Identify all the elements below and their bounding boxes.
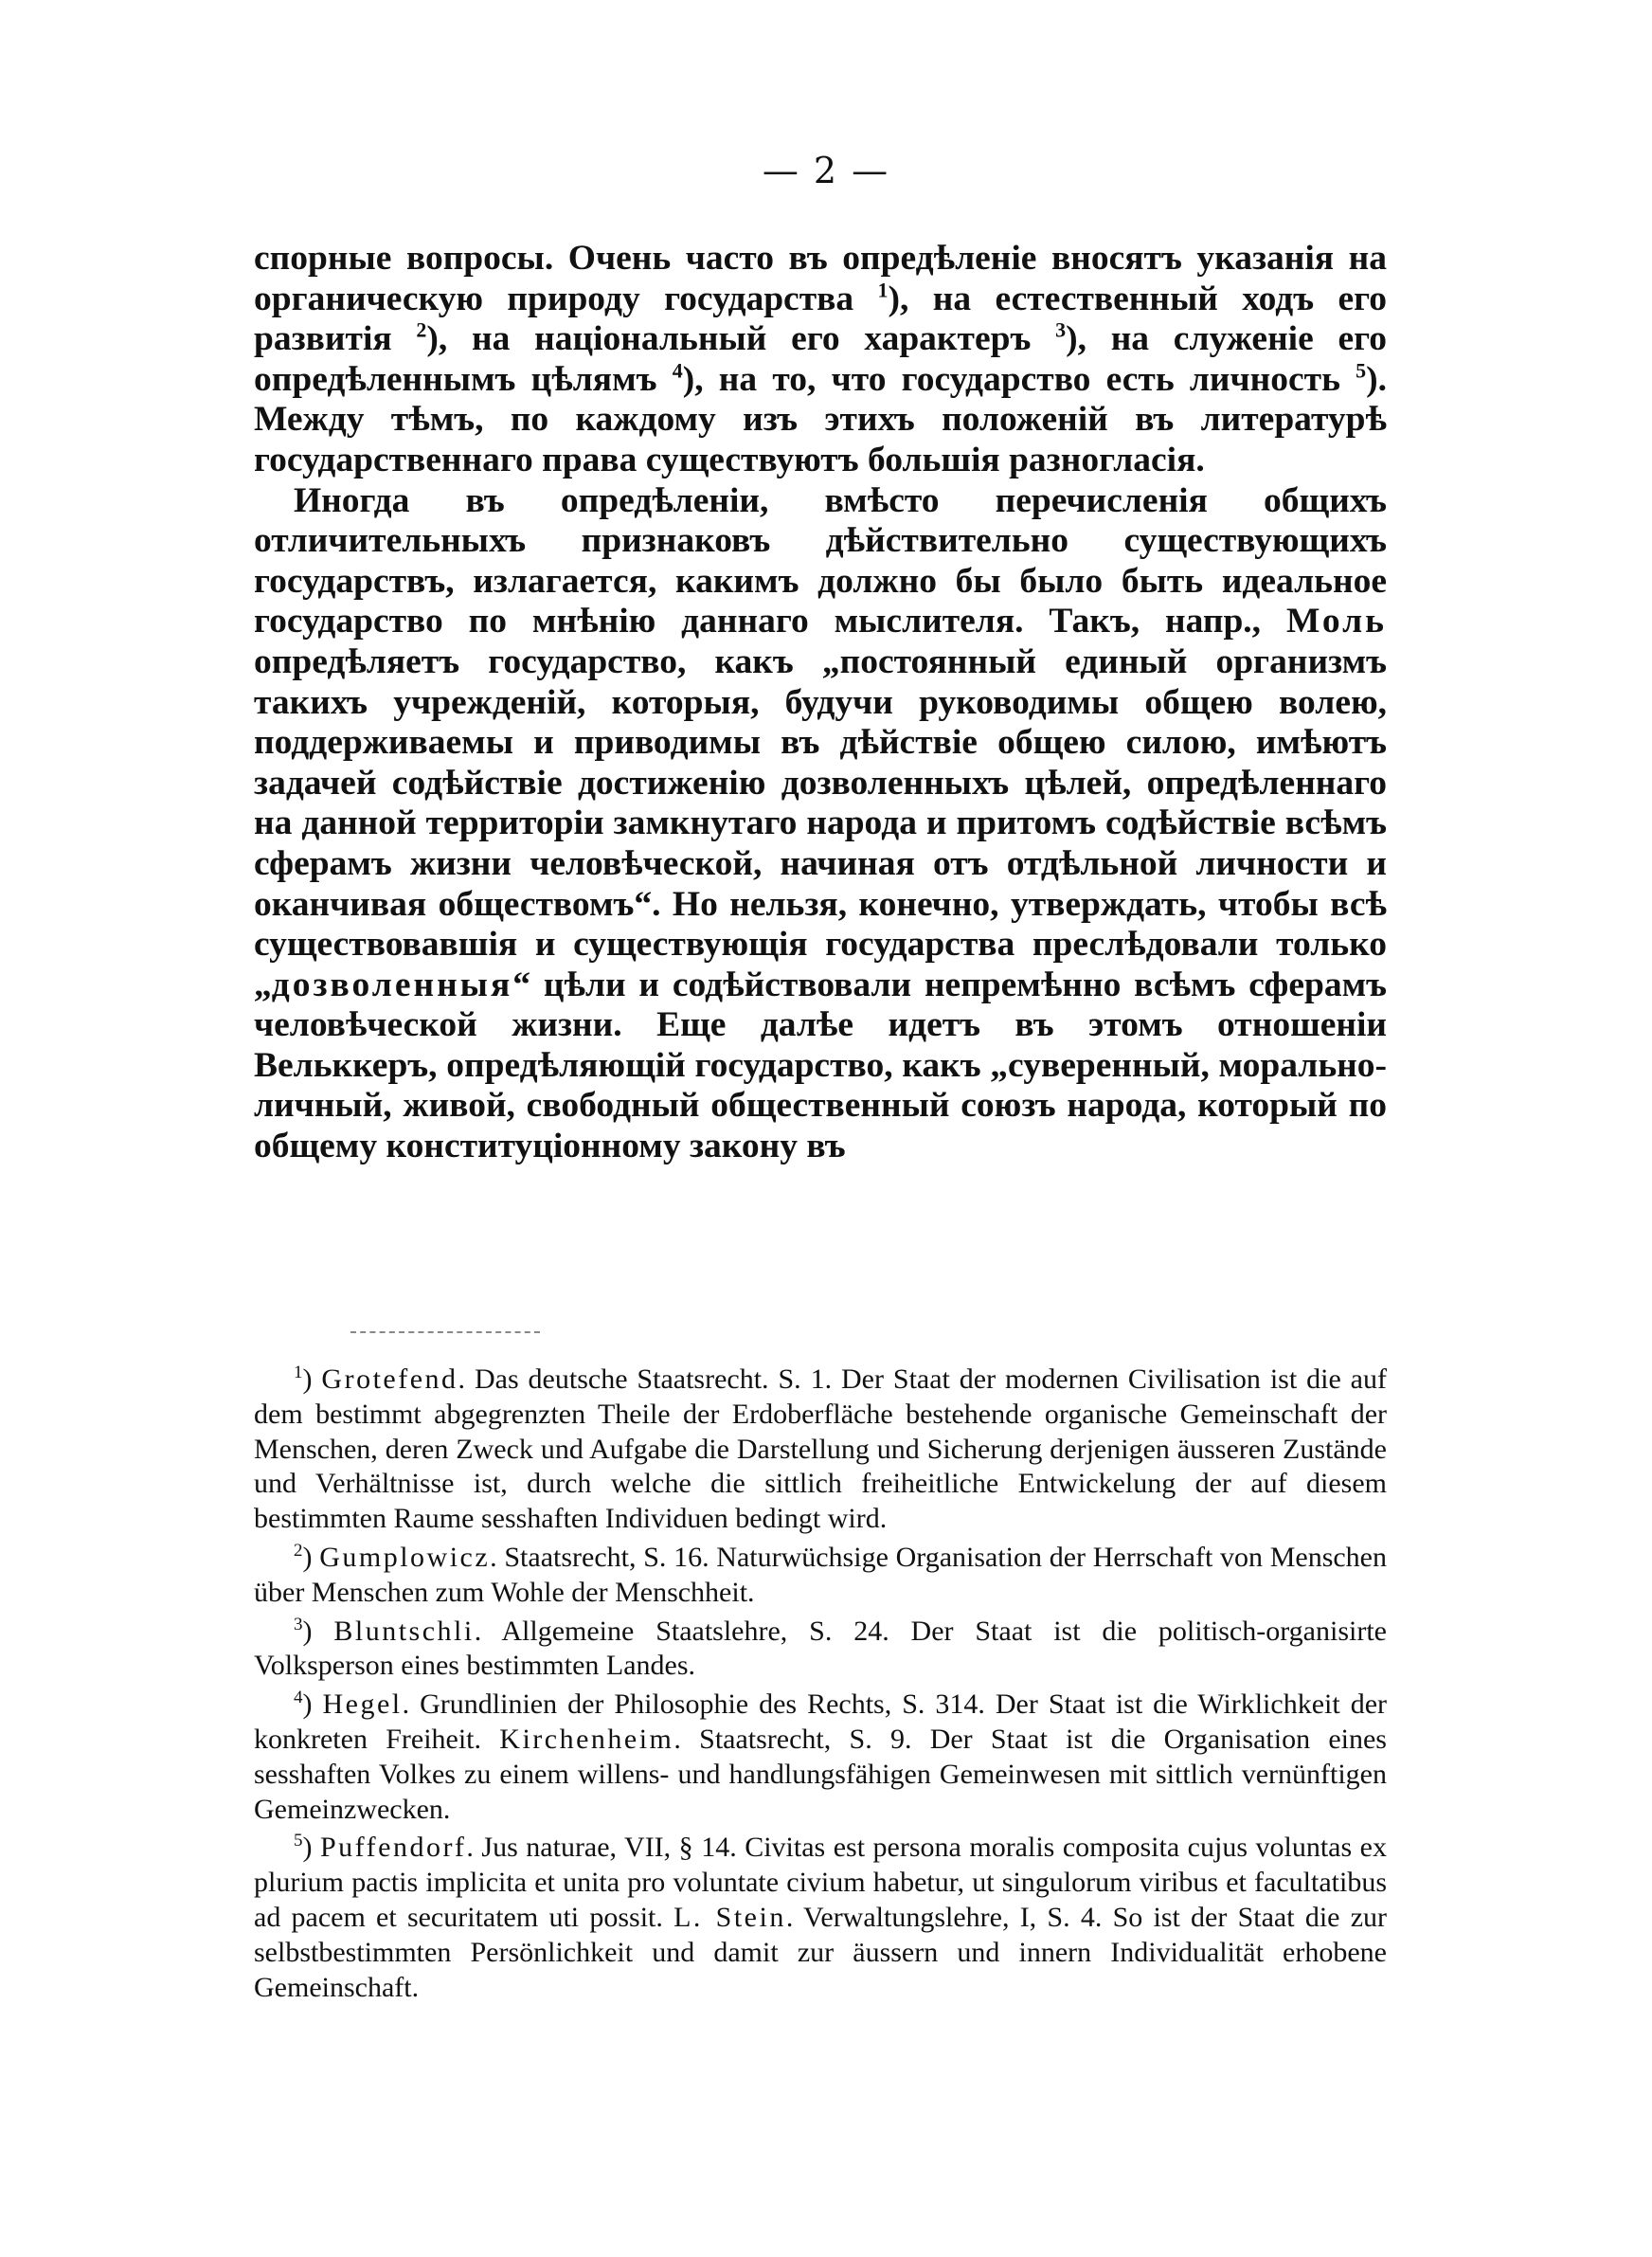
footnote-author: Grotefend [321,1363,458,1395]
footnote-ref-2: 2 [416,317,427,342]
paragraph-2-segment-3: “ цѣли и содѣйствовали непремѣнно всѣмъ сферамъ человѣческой жизни. Еще далѣе идетъ въ этомъ отношеніи Вельккеръ, опредѣляющій государство, какъ „суверенный, морально-личный, живой, свободный общественный союзъ народа, который по общему конституціонному закону въ [254,965,1387,1166]
author-name-mohl: Моль [1285,602,1387,641]
footnote-mark: 3 [294,1614,303,1634]
main-text [254,239,1387,1167]
paragraph-1-segment-1: спорные вопросы. Очень часто въ опредѣленіе вносятъ указанія на органическую природу государства [254,239,1387,318]
footnote-ref-1: 1 [877,278,889,302]
paragraph-1-segment-2: ), на естественный ходъ его развитія [254,279,1387,359]
footnote-author: Gumplowicz [319,1541,491,1573]
footnote-text: . Staatsrecht, S. 16. Naturwüchsige Organisation der Herrschaft von Menschen über Menschen zum Wohle der Menschheit. [254,1541,1388,1608]
footnote-1: $^1$) Grotefend. Das deutsche Staatsrecht. S. 1. Der Staat der modernen Civilisation ist die auf dem bestimmt abgegrenzten Theile der Erdoberfläche bestehende organische Gemeinschaft der Menschen, deren Zweck und Aufgabe die Darstellung und Sicherung derjenigen äusseren Zustände und Verhältnisse ist, durch welche die sittlich freiheitliche Entwickelung der auf diesem bestimmten Raume sesshaften Individuen bedingt wird. [254,1363,1387,1535]
footnote-5: $^5$) Puffendorf. Jus naturae, VII, § 14. Civitas est persona moralis composita cujus voluntas ex plurium pactis implicita et unita pro voluntate civium habetur, ut singulorum viribus et facultatibus ad pacem et securitatem uti possit. L. Stein. Verwaltungslehre, I, S. 4. So ist der Staat die zur selbstbestimmten Persönlichkeit und damit zur äussern und innern Individualität erhobene Gemeinschaft. [254,1831,1388,2003]
footnote-4: $^4$) Hegel. Grundlinien der Philosophie des Rechts, S. 314. Der Staat ist die Wirklichkeit der konkreten Freiheit. Kirchenheim. Staatsrecht, S. 9. Der Staat ist die Organisation eines sesshaften Volkes zu einem willens- und handlungsfähigen Gemeinwesen mit sittlich vernünftigen Gemeinzwecken. [254,1688,1387,1825]
footnote-text: . Grundlinien der Philosophie des Rechts, S. 314. Der Staat ist die Wirklichkeit der konkreten Freiheit. [254,1688,1387,1755]
footnote-divider [350,1331,540,1333]
paragraph-2 [254,481,1387,1167]
paragraph-2-segment-1: Иногда въ опредѣленіи, вмѣсто перечисленія общихъ отличительныхъ признаковъ дѣйствительно существующихъ государствъ, излагается, какимъ должно бы было быть идеальное государство по мнѣнію даннаго мыслителя. Такъ, напр., [254,480,1387,641]
footnote-text-2: . Staatsrecht, S. 9. Der Staat ist die Organisation eines sesshaften Volkes zu einem willens- und handlungsfähigen Gemeinwesen mit sittlich vernünftigen Gemeinzwecken. [254,1723,1387,1825]
footnote-ref-3: 3 [1055,317,1067,342]
footnote-text: . Das deutsche Staatsrecht. S. 1. Der Staat der modernen Civilisation ist die auf dem bestimmt abgegrenzten Theile der Erdoberfläche bestehende organische Gemeinschaft der Menschen, deren Zweck und Aufgabe die Darstellung und Sicherung derjenigen äusseren Zustände und Verhältnisse ist, durch welche die sittlich freiheitliche Entwickelung der auf diesem bestimmten Raume sesshaften Individuen bedingt wird. [254,1363,1387,1535]
page-number: — 2 — [762,150,890,191]
footnote-ref-4: 4 [672,358,683,383]
footnote-text: . Allgemeine Staatslehre, S. 24. Der Staat ist die politisch-organisirte Volksperson eines bestimmten Landes. [254,1615,1387,1682]
footnote-author: Hegel [322,1688,403,1721]
paragraph-1-segment-6: ). Между тѣмъ, по каждому изъ этихъ положеній въ литературѣ государственнаго права существуютъ большія разногласія. [254,359,1388,479]
footnotes [254,1363,1387,2009]
footnote-text-2: . Verwaltungslehre, I, S. 4. So ist der Staat die zur selbstbestimmten Persönlichkeit und damit zur äussern und innern Individualität erhobene Gemeinschaft. [254,1901,1388,2003]
footnote-author-2: L. Stein [673,1901,786,1933]
paragraph-1-segment-5: ), на то, что государство есть личность [682,359,1356,399]
footnote-mark: 2 [294,1540,303,1561]
paragraph-2-segment-2: опредѣляетъ государство, какъ „постоянный единый организмъ такихъ учрежденій, которыя, будучи руководимы общею волею, поддерживаемы и приводимы въ дѣйствіе общею силою, имѣютъ задачей содѣйствіе достиженію дозволенныхъ цѣлей, опредѣленнаго на данной территоріи замкнутаго народа и притомъ содѣйствіе всѣмъ сферамъ жизни человѣческой, начиная отъ отдѣльной личности и оканчивая обществомъ“. Но нельзя, конечно, утверждать, чтобы всѣ существовавшія и существующія государства преслѣдовали только „ [254,641,1387,1004]
footnote-mark: 1 [294,1363,303,1382]
footnote-text: . Jus naturae, VII, § 14. Civitas est persona moralis composita cujus voluntas ex plurium pactis implicita et unita pro voluntate civium habetur, ut singulorum viribus et facultatibus ad pacem et securitatem uti possit. [254,1832,1387,1933]
paragraph-1 [254,239,1387,481]
emphasized-word: дозволенныя [271,965,513,1004]
footnote-mark: 5 [294,1831,303,1851]
footnote-author: Puffendorf [320,1832,467,1864]
footnote-2: $^2$) Gumplowicz. Staatsrecht, S. 16. Naturwüchsige Organisation der Herrschaft von Menschen über Menschen zum Wohle der Menschheit. [254,1540,1388,1608]
paragraph-1-segment-3: ), на національный его характеръ [426,319,1056,359]
footnote-3: $^3$) Bluntschli. Allgemeine Staatslehre, S. 24. Der Staat ist die politisch-organisirte Volksperson eines bestimmten Landes. [254,1614,1387,1682]
footnote-author-2: Kirchenheim [499,1723,674,1755]
footnote-author: Bluntschli [333,1615,475,1647]
footnote-mark: 4 [294,1688,303,1708]
footnote-ref-5: 5 [1356,358,1367,383]
paragraph-1-segment-4: ), на служеніе его опредѣленнымъ цѣлямъ [254,319,1387,399]
